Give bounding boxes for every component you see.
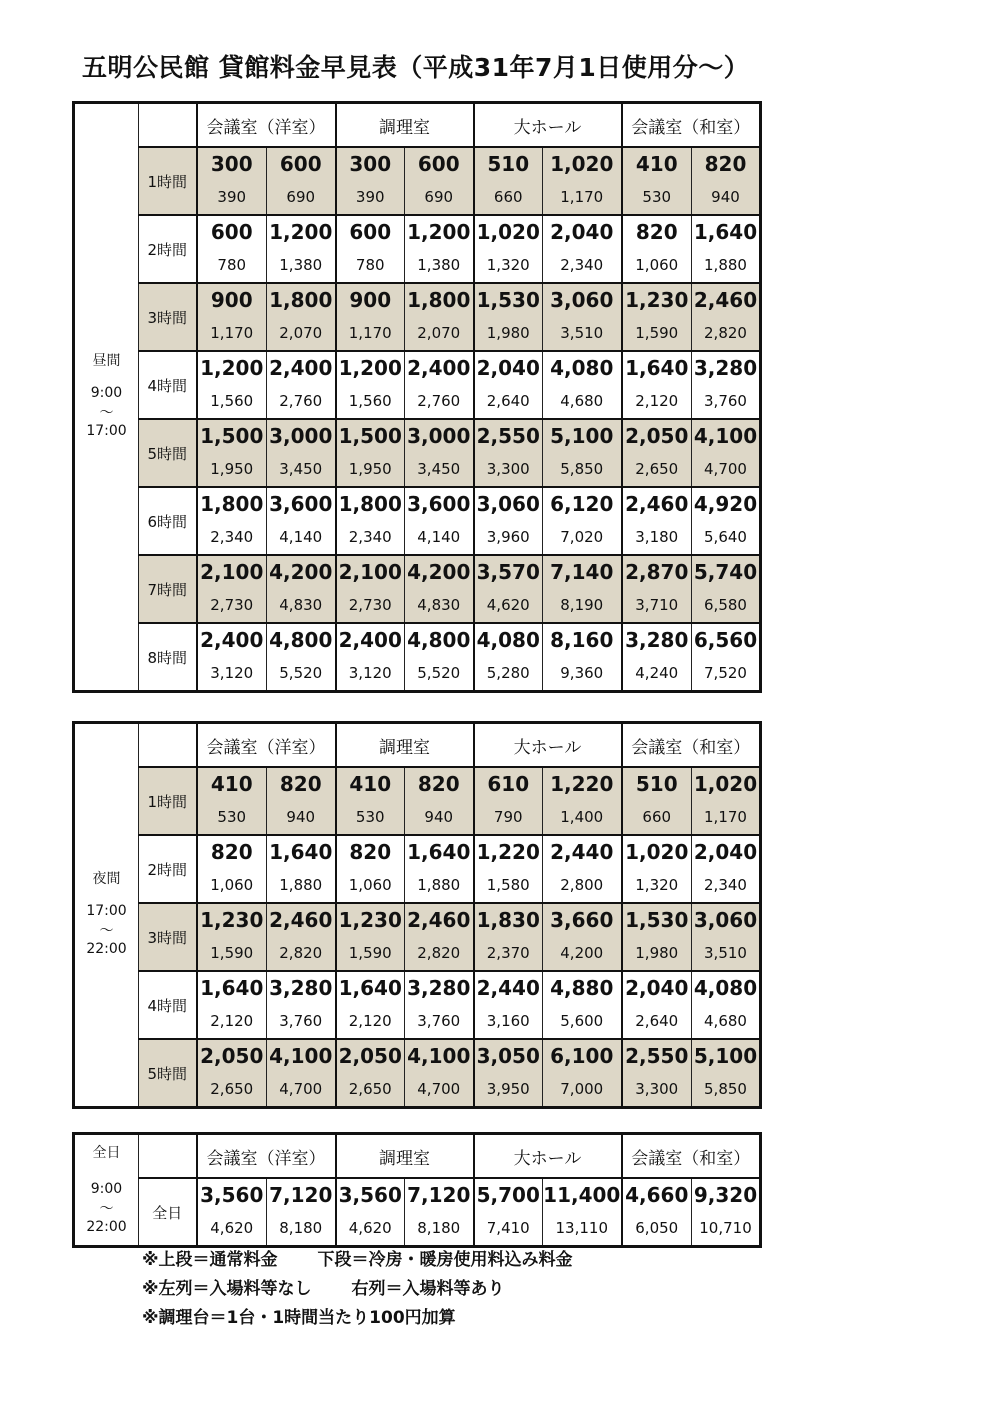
fee-standard: 1,020 <box>474 215 543 248</box>
fee-with-aircon: 5,520 <box>267 656 336 692</box>
fee-standard: 2,100 <box>197 555 267 588</box>
fee-standard: 3,060 <box>474 487 543 520</box>
fee-standard: 3,280 <box>622 623 692 656</box>
fee-with-aircon: 2,650 <box>197 1072 267 1108</box>
fee-standard: 1,220 <box>543 767 622 800</box>
fee-standard: 1,640 <box>405 835 474 868</box>
fee-standard: 3,280 <box>405 971 474 1004</box>
fee-standard: 600 <box>267 147 336 180</box>
period-label: 昼間 <box>92 352 121 369</box>
room-header: 調理室 <box>336 723 474 768</box>
fee-with-aircon: 940 <box>267 800 336 835</box>
fee-standard: 2,050 <box>336 1039 405 1072</box>
fee-with-aircon: 5,850 <box>543 452 622 487</box>
fee-with-aircon: 2,730 <box>197 588 267 623</box>
fee-with-aircon: 3,960 <box>474 520 543 555</box>
fee-with-aircon: 3,450 <box>405 452 474 487</box>
fee-with-aircon: 1,170 <box>543 180 622 215</box>
fee-standard: 3,280 <box>267 971 336 1004</box>
fee-with-aircon: 1,060 <box>336 868 405 903</box>
fee-standard: 6,560 <box>692 623 761 656</box>
duration-label: 5時間 <box>139 1039 197 1108</box>
rate-row-upper <box>74 419 761 452</box>
fee-standard: 600 <box>336 215 405 248</box>
fee-standard: 8,160 <box>543 623 622 656</box>
fee-standard: 3,560 <box>336 1178 405 1211</box>
room-header: 会議室（和室） <box>622 723 761 768</box>
fee-with-aircon: 4,140 <box>267 520 336 555</box>
fee-standard: 410 <box>622 147 692 180</box>
period-time: 17:00 <box>86 423 127 440</box>
fee-with-aircon: 3,760 <box>267 1004 336 1039</box>
duration-label: 4時間 <box>139 351 197 419</box>
fee-standard: 1,220 <box>474 835 543 868</box>
fee-with-aircon: 3,450 <box>267 452 336 487</box>
fee-standard: 1,640 <box>197 971 267 1004</box>
fee-with-aircon: 2,120 <box>622 384 692 419</box>
fee-standard: 3,600 <box>405 487 474 520</box>
duration-label: 全日 <box>139 1178 197 1247</box>
duration-label: 1時間 <box>139 147 197 215</box>
fee-with-aircon: 3,510 <box>692 936 761 971</box>
fee-standard: 4,880 <box>543 971 622 1004</box>
fee-with-aircon: 1,380 <box>405 248 474 283</box>
fee-standard: 600 <box>197 215 267 248</box>
fee-standard: 5,100 <box>543 419 622 452</box>
fee-with-aircon: 2,070 <box>405 316 474 351</box>
fee-standard: 11,400 <box>543 1178 622 1211</box>
fee-with-aircon: 2,760 <box>267 384 336 419</box>
fee-standard: 1,800 <box>405 283 474 316</box>
fee-with-aircon: 6,580 <box>692 588 761 623</box>
fee-standard: 7,120 <box>267 1178 336 1211</box>
fee-standard: 6,120 <box>543 487 622 520</box>
fee-with-aircon: 4,680 <box>543 384 622 419</box>
fee-standard: 4,100 <box>692 419 761 452</box>
fee-with-aircon: 1,060 <box>197 868 267 903</box>
room-header: 会議室（洋室） <box>197 723 336 768</box>
fee-standard: 1,640 <box>336 971 405 1004</box>
room-header: 会議室（洋室） <box>197 1134 336 1179</box>
rate-row-upper <box>74 351 761 384</box>
fee-with-aircon: 940 <box>692 180 761 215</box>
fee-standard: 2,460 <box>622 487 692 520</box>
fee-with-aircon: 5,280 <box>474 656 543 692</box>
fee-standard: 900 <box>197 283 267 316</box>
fee-standard: 510 <box>474 147 543 180</box>
fee-standard: 2,460 <box>267 903 336 936</box>
notes <box>142 1246 572 1333</box>
fee-with-aircon: 4,700 <box>405 1072 474 1108</box>
fee-standard: 2,040 <box>622 971 692 1004</box>
duration-label: 4時間 <box>139 971 197 1039</box>
fee-standard: 1,020 <box>543 147 622 180</box>
fee-with-aircon: 2,650 <box>622 452 692 487</box>
fee-standard: 410 <box>336 767 405 800</box>
fee-with-aircon: 7,520 <box>692 656 761 692</box>
fee-standard: 1,530 <box>474 283 543 316</box>
rate-row-upper <box>74 835 761 868</box>
period-time: 22:00 <box>86 941 127 958</box>
rate-row-upper <box>74 147 761 180</box>
fee-with-aircon: 2,340 <box>543 248 622 283</box>
period-time: 22:00 <box>86 1219 127 1236</box>
period-time: 9:00 <box>90 384 123 401</box>
fee-with-aircon: 7,410 <box>474 1211 543 1247</box>
room-header: 大ホール <box>474 1134 622 1179</box>
fee-with-aircon: 3,160 <box>474 1004 543 1039</box>
fee-standard: 510 <box>622 767 692 800</box>
header-corner-cell <box>139 1134 197 1179</box>
fee-standard: 2,050 <box>622 419 692 452</box>
fee-standard: 2,550 <box>622 1039 692 1072</box>
fee-with-aircon: 2,120 <box>197 1004 267 1039</box>
fee-standard: 2,460 <box>405 903 474 936</box>
fee-with-aircon: 390 <box>197 180 267 215</box>
fee-standard: 3,000 <box>405 419 474 452</box>
fee-with-aircon: 780 <box>197 248 267 283</box>
fee-standard: 1,200 <box>197 351 267 384</box>
fee-with-aircon: 1,590 <box>197 936 267 971</box>
rate-row-upper <box>74 487 761 520</box>
duration-label: 6時間 <box>139 487 197 555</box>
fee-standard: 1,020 <box>622 835 692 868</box>
fee-standard: 600 <box>405 147 474 180</box>
fee-with-aircon: 3,120 <box>197 656 267 692</box>
fee-with-aircon: 2,820 <box>692 316 761 351</box>
period-cell <box>74 723 139 1108</box>
fee-with-aircon: 3,760 <box>692 384 761 419</box>
fee-standard: 300 <box>336 147 405 180</box>
fee-with-aircon: 4,620 <box>474 588 543 623</box>
period-time: ～ <box>99 1200 114 1217</box>
fee-with-aircon: 690 <box>267 180 336 215</box>
duration-label: 3時間 <box>139 903 197 971</box>
fee-with-aircon: 4,620 <box>336 1211 405 1247</box>
rate-row-upper <box>74 903 761 936</box>
fee-with-aircon: 390 <box>336 180 405 215</box>
fee-standard: 1,800 <box>267 283 336 316</box>
duration-label: 2時間 <box>139 835 197 903</box>
fee-with-aircon: 1,590 <box>336 936 405 971</box>
fee-with-aircon: 8,180 <box>267 1211 336 1247</box>
rate-row-upper <box>74 623 761 656</box>
fee-with-aircon: 1,560 <box>197 384 267 419</box>
fee-with-aircon: 1,980 <box>474 316 543 351</box>
evening-rate-table <box>72 721 762 1109</box>
fee-with-aircon: 530 <box>622 180 692 215</box>
fee-standard: 300 <box>197 147 267 180</box>
fee-standard: 4,800 <box>405 623 474 656</box>
rate-row-upper <box>74 971 761 1004</box>
fee-with-aircon: 530 <box>336 800 405 835</box>
fee-standard: 9,320 <box>692 1178 761 1211</box>
fee-with-aircon: 940 <box>405 800 474 835</box>
fee-with-aircon: 1,580 <box>474 868 543 903</box>
fee-standard: 2,870 <box>622 555 692 588</box>
fee-with-aircon: 2,730 <box>336 588 405 623</box>
fee-with-aircon: 4,830 <box>405 588 474 623</box>
fee-with-aircon: 1,590 <box>622 316 692 351</box>
fee-with-aircon: 2,650 <box>336 1072 405 1108</box>
rate-row-upper <box>74 1178 761 1211</box>
fee-standard: 4,200 <box>267 555 336 588</box>
fee-standard: 4,100 <box>405 1039 474 1072</box>
fee-standard: 1,200 <box>267 215 336 248</box>
fee-with-aircon: 660 <box>474 180 543 215</box>
page-title: 五明公民館 貸館料金早見表（平成31年7月1日使用分～） <box>82 53 750 82</box>
period-label: 夜間 <box>92 870 121 887</box>
fee-with-aircon: 7,020 <box>543 520 622 555</box>
fee-with-aircon: 1,060 <box>622 248 692 283</box>
period-time: ～ <box>99 404 114 421</box>
room-header: 調理室 <box>336 1134 474 1179</box>
fee-standard: 4,080 <box>474 623 543 656</box>
fee-with-aircon: 2,820 <box>267 936 336 971</box>
fee-standard: 1,200 <box>405 215 474 248</box>
period-cell <box>74 103 139 692</box>
fee-standard: 820 <box>622 215 692 248</box>
fee-standard: 1,640 <box>267 835 336 868</box>
fee-standard: 4,660 <box>622 1178 692 1211</box>
fee-standard: 1,230 <box>622 283 692 316</box>
fee-standard: 2,550 <box>474 419 543 452</box>
note-line: ※上段＝通常料金 下段＝冷房・暖房使用料込み料金 <box>142 1250 573 1270</box>
fee-standard: 1,800 <box>336 487 405 520</box>
fee-with-aircon: 4,620 <box>197 1211 267 1247</box>
fee-standard: 2,050 <box>197 1039 267 1072</box>
header-corner-cell <box>139 103 197 148</box>
duration-label: 1時間 <box>139 767 197 835</box>
fee-standard: 2,400 <box>336 623 405 656</box>
fee-with-aircon: 1,170 <box>692 800 761 835</box>
fee-standard: 1,830 <box>474 903 543 936</box>
fee-with-aircon: 3,510 <box>543 316 622 351</box>
fee-standard: 1,800 <box>197 487 267 520</box>
fee-with-aircon: 690 <box>405 180 474 215</box>
fee-with-aircon: 1,880 <box>267 868 336 903</box>
fee-standard: 2,100 <box>336 555 405 588</box>
duration-label: 7時間 <box>139 555 197 623</box>
fee-with-aircon: 4,830 <box>267 588 336 623</box>
fee-standard: 1,640 <box>692 215 761 248</box>
fee-with-aircon: 1,320 <box>622 868 692 903</box>
room-header: 調理室 <box>336 103 474 148</box>
fee-with-aircon: 4,680 <box>692 1004 761 1039</box>
fee-with-aircon: 4,700 <box>692 452 761 487</box>
fee-with-aircon: 530 <box>197 800 267 835</box>
fee-with-aircon: 1,170 <box>197 316 267 351</box>
fee-standard: 820 <box>197 835 267 868</box>
fee-standard: 3,060 <box>543 283 622 316</box>
fee-standard: 2,400 <box>197 623 267 656</box>
fee-standard: 2,040 <box>474 351 543 384</box>
fee-with-aircon: 10,710 <box>692 1211 761 1247</box>
fee-with-aircon: 3,950 <box>474 1072 543 1108</box>
room-header: 大ホール <box>474 103 622 148</box>
fee-with-aircon: 1,950 <box>197 452 267 487</box>
fee-with-aircon: 1,380 <box>267 248 336 283</box>
fee-with-aircon: 5,520 <box>405 656 474 692</box>
fee-with-aircon: 2,120 <box>336 1004 405 1039</box>
fee-standard: 900 <box>336 283 405 316</box>
fee-standard: 5,740 <box>692 555 761 588</box>
fee-standard: 820 <box>692 147 761 180</box>
period-cell <box>74 1134 139 1247</box>
fee-standard: 3,050 <box>474 1039 543 1072</box>
fee-with-aircon: 5,640 <box>692 520 761 555</box>
fee-with-aircon: 2,370 <box>474 936 543 971</box>
fee-standard: 820 <box>336 835 405 868</box>
fee-with-aircon: 2,800 <box>543 868 622 903</box>
fee-standard: 4,080 <box>692 971 761 1004</box>
daytime-rate-table <box>72 101 762 693</box>
fee-with-aircon: 2,640 <box>622 1004 692 1039</box>
fee-with-aircon: 5,850 <box>692 1072 761 1108</box>
fee-with-aircon: 3,180 <box>622 520 692 555</box>
rate-row-upper <box>74 767 761 800</box>
fee-standard: 3,560 <box>197 1178 267 1211</box>
fee-standard: 3,600 <box>267 487 336 520</box>
rate-row-upper <box>74 283 761 316</box>
fee-with-aircon: 2,760 <box>405 384 474 419</box>
fee-with-aircon: 3,300 <box>474 452 543 487</box>
rate-row-upper <box>74 215 761 248</box>
period-label: 全日 <box>92 1145 121 1161</box>
fee-with-aircon: 2,340 <box>336 520 405 555</box>
fee-with-aircon: 13,110 <box>543 1211 622 1247</box>
fee-with-aircon: 4,700 <box>267 1072 336 1108</box>
fee-with-aircon: 2,820 <box>405 936 474 971</box>
fee-standard: 2,400 <box>267 351 336 384</box>
fee-standard: 3,570 <box>474 555 543 588</box>
fee-standard: 410 <box>197 767 267 800</box>
fee-standard: 3,000 <box>267 419 336 452</box>
room-header: 会議室（洋室） <box>197 103 336 148</box>
fee-standard: 2,400 <box>405 351 474 384</box>
fee-standard: 7,120 <box>405 1178 474 1211</box>
fee-with-aircon: 3,710 <box>622 588 692 623</box>
fee-standard: 2,040 <box>692 835 761 868</box>
fee-with-aircon: 1,950 <box>336 452 405 487</box>
fee-with-aircon: 1,880 <box>692 248 761 283</box>
fee-with-aircon: 4,240 <box>622 656 692 692</box>
room-header: 会議室（和室） <box>622 1134 761 1179</box>
fee-standard: 6,100 <box>543 1039 622 1072</box>
fee-standard: 2,440 <box>474 971 543 1004</box>
fee-standard: 1,500 <box>336 419 405 452</box>
fee-standard: 820 <box>267 767 336 800</box>
duration-label: 2時間 <box>139 215 197 283</box>
fee-with-aircon: 2,640 <box>474 384 543 419</box>
fee-with-aircon: 9,360 <box>543 656 622 692</box>
fee-standard: 2,460 <box>692 283 761 316</box>
fee-standard: 610 <box>474 767 543 800</box>
duration-label: 5時間 <box>139 419 197 487</box>
fee-standard: 1,640 <box>622 351 692 384</box>
fee-standard: 4,080 <box>543 351 622 384</box>
period-time: 9:00 <box>90 1180 123 1197</box>
fee-with-aircon: 5,600 <box>543 1004 622 1039</box>
fee-with-aircon: 8,180 <box>405 1211 474 1247</box>
fee-standard: 4,100 <box>267 1039 336 1072</box>
fee-standard: 1,230 <box>336 903 405 936</box>
duration-label: 3時間 <box>139 283 197 351</box>
fee-standard: 1,020 <box>692 767 761 800</box>
fee-with-aircon: 1,880 <box>405 868 474 903</box>
fee-with-aircon: 1,560 <box>336 384 405 419</box>
note-line: ※調理台＝1台・1時間当たり100円加算 <box>142 1308 456 1328</box>
fee-standard: 7,140 <box>543 555 622 588</box>
note-line: ※左列＝入場料等なし 右列＝入場料等あり <box>142 1279 505 1299</box>
fee-standard: 4,200 <box>405 555 474 588</box>
period-time: ～ <box>99 922 114 939</box>
fee-standard: 5,700 <box>474 1178 543 1211</box>
rate-row-upper <box>74 555 761 588</box>
fee-standard: 3,060 <box>692 903 761 936</box>
rate-row-upper <box>74 1039 761 1072</box>
fee-with-aircon: 790 <box>474 800 543 835</box>
fee-with-aircon: 1,980 <box>622 936 692 971</box>
fee-with-aircon: 1,400 <box>543 800 622 835</box>
fee-with-aircon: 6,050 <box>622 1211 692 1247</box>
fee-with-aircon: 4,140 <box>405 520 474 555</box>
header-row <box>74 1134 761 1179</box>
fee-standard: 820 <box>405 767 474 800</box>
fee-with-aircon: 1,170 <box>336 316 405 351</box>
fee-standard: 3,280 <box>692 351 761 384</box>
header-row <box>74 103 761 148</box>
fee-standard: 4,800 <box>267 623 336 656</box>
room-header: 会議室（和室） <box>622 103 761 148</box>
fee-with-aircon: 8,190 <box>543 588 622 623</box>
fee-with-aircon: 3,300 <box>622 1072 692 1108</box>
fee-with-aircon: 2,340 <box>692 868 761 903</box>
fee-standard: 5,100 <box>692 1039 761 1072</box>
header-row <box>74 723 761 768</box>
fee-with-aircon: 1,320 <box>474 248 543 283</box>
fee-with-aircon: 2,340 <box>197 520 267 555</box>
fee-standard: 4,920 <box>692 487 761 520</box>
fee-with-aircon: 7,000 <box>543 1072 622 1108</box>
fee-standard: 3,660 <box>543 903 622 936</box>
fee-standard: 1,230 <box>197 903 267 936</box>
fee-standard: 1,200 <box>336 351 405 384</box>
fee-with-aircon: 2,070 <box>267 316 336 351</box>
room-header: 大ホール <box>474 723 622 768</box>
fee-standard: 1,530 <box>622 903 692 936</box>
fee-with-aircon: 3,120 <box>336 656 405 692</box>
fee-with-aircon: 3,760 <box>405 1004 474 1039</box>
period-time: 17:00 <box>86 902 127 919</box>
fee-with-aircon: 4,200 <box>543 936 622 971</box>
fee-with-aircon: 780 <box>336 248 405 283</box>
fee-standard: 1,500 <box>197 419 267 452</box>
duration-label: 8時間 <box>139 623 197 692</box>
fee-with-aircon: 660 <box>622 800 692 835</box>
fee-standard: 2,040 <box>543 215 622 248</box>
fullday-rate-table <box>72 1132 762 1248</box>
fee-standard: 2,440 <box>543 835 622 868</box>
header-corner-cell <box>139 723 197 768</box>
